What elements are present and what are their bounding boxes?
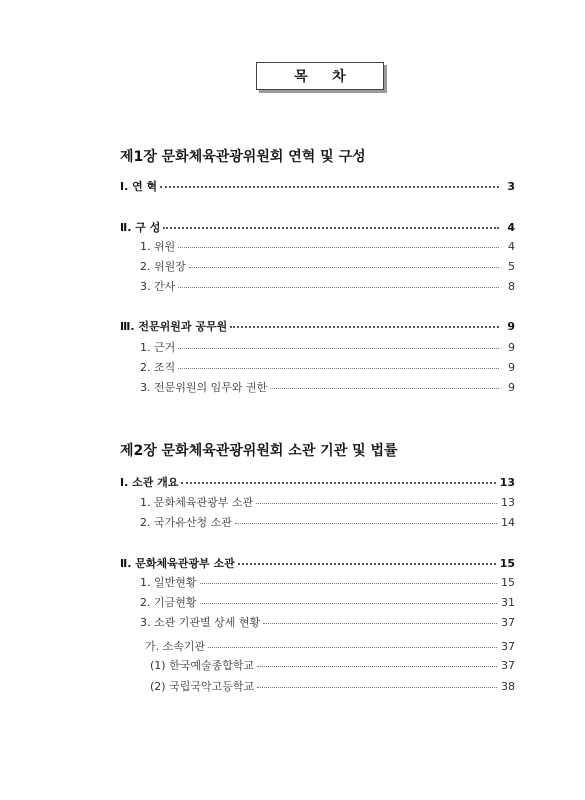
toc-section-label: Ⅲ. 전문위원과 공무원 [120,320,228,333]
toc-item-label: 3. 소관 기관별 상세 현황 [140,616,261,629]
toc-page-number: 13 [499,475,515,489]
toc-section[interactable] [120,219,515,235]
dot-leader [200,583,498,584]
toc-page-number: 4 [508,239,515,253]
toc-item[interactable] [140,379,515,395]
toc-page-number: 9 [507,319,515,333]
dot-leader [178,247,499,248]
toc-subitem[interactable] [150,657,515,673]
toc-title-box [256,62,384,90]
toc-page-number: 15 [499,556,515,570]
toc-item-label: 가. 소속기관 [145,640,206,653]
toc-page-number: 5 [508,259,515,273]
toc-page-number: 37 [501,615,515,629]
toc-page-number: 31 [501,595,515,609]
toc-item-label: 1. 위원 [140,240,176,253]
toc-item[interactable] [140,494,515,510]
dot-leader [257,666,497,667]
dot-leader [178,287,499,288]
toc-section[interactable] [120,178,515,194]
dot-leader [235,523,497,524]
toc-item[interactable] [140,339,515,355]
toc-item-label: 2. 조직 [140,361,176,374]
toc-item-label: 2. 기금현황 [140,596,197,609]
toc-item[interactable] [140,278,515,294]
toc-page-number: 37 [501,658,515,672]
toc-section[interactable] [120,555,515,571]
dot-leader [256,503,497,504]
toc-item-label: 1. 문화체육관광부 소관 [140,496,254,509]
chapter-2-title: 제2장 문화체육관광위원회 소관 기관 및 법률 [120,443,398,459]
toc-item-label: (2) 국립국악고등학교 [150,680,255,693]
toc-item-label: 2. 위원장 [140,260,186,273]
toc-page-number: 13 [501,495,515,509]
dot-leader [178,348,499,349]
toc-page-number: 9 [508,380,515,394]
toc-page-number: 9 [508,360,515,374]
toc-section[interactable] [120,474,515,490]
dot-leader [208,647,497,648]
toc-section-label: Ⅰ. 연 혁 [120,180,158,193]
toc-item[interactable] [140,359,515,375]
toc-title: 목 차 [294,69,346,85]
dot-leader [163,227,499,229]
toc-subitem[interactable] [150,678,515,694]
toc-page-number: 15 [501,575,515,589]
toc-item-label: 2. 국가유산청 소관 [140,516,232,529]
toc-subitem[interactable] [145,638,515,654]
toc-item-label: (1) 한국예술종합학교 [150,659,255,672]
toc-item[interactable] [140,574,515,590]
toc-item[interactable] [140,594,515,610]
dot-leader [238,563,496,565]
toc-item[interactable] [140,238,515,254]
toc-page-number: 9 [508,340,515,354]
dot-leader [257,687,497,688]
dot-leader [263,623,497,624]
toc-item-label: 3. 간사 [140,280,176,293]
toc-section[interactable] [120,318,515,334]
dot-leader [270,388,499,389]
toc-page-number: 37 [501,639,515,653]
toc-section-label: Ⅱ. 구 성 [120,221,161,234]
chapter-1-title: 제1장 문화체육관광위원회 연혁 및 구성 [120,149,366,165]
toc-section-label: Ⅰ. 소관 개요 [120,476,179,489]
toc-page-number: 14 [501,515,515,529]
dot-leader [160,186,499,188]
toc-page-number: 3 [507,179,515,193]
toc-page-number: 38 [501,679,515,693]
toc-section-label: Ⅱ. 문화체육관광부 소관 [120,557,235,570]
dot-leader [189,267,499,268]
toc-page-number: 4 [507,220,515,234]
toc-item[interactable] [140,614,515,630]
toc-item[interactable] [140,258,515,274]
toc-item-label: 1. 일반현황 [140,576,197,589]
toc-item-label: 3. 전문위원의 임무와 권한 [140,381,268,394]
dot-leader [230,326,499,328]
dot-leader [178,368,499,369]
dot-leader [181,482,495,484]
toc-item[interactable] [140,514,515,530]
toc-item-label: 1. 근거 [140,341,176,354]
dot-leader [200,603,498,604]
toc-page-number: 8 [508,279,515,293]
